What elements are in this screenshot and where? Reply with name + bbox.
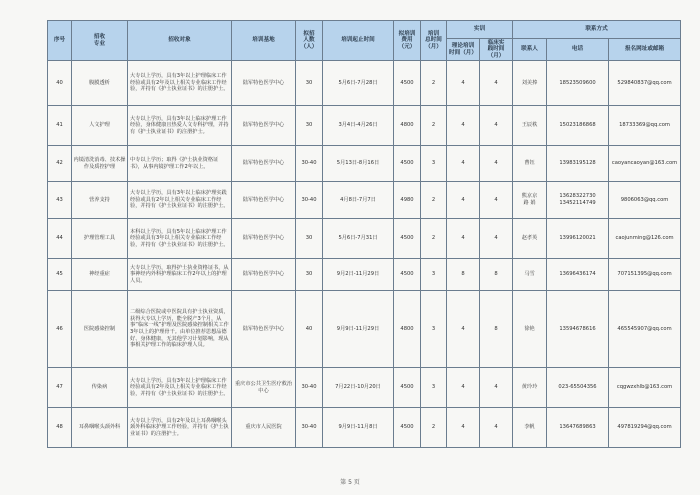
row-months: 3 [421,291,447,368]
row-theory-months: 4 [447,61,480,106]
header-no: 序号 [48,21,72,61]
table-row [48,182,681,219]
training-table [47,20,681,448]
row-requirement: 大专以上学历，取得护士执业资格证书，从事神经内外科护理临床工作2年以上的护理人员。 [128,259,232,291]
row-contact-person: 李帆 [513,408,547,448]
row-no: 44 [48,219,72,259]
row-months: 2 [421,106,447,146]
row-period: 9月9日-11月29日 [323,291,394,368]
row-months: 2 [421,219,447,259]
row-months: 3 [421,259,447,291]
row-quota: 30-40 [296,368,323,408]
row-base: 重庆市公共卫生医疗救治中心 [232,368,296,408]
row-contact-person: 熊京京 路 娟 [513,182,547,219]
row-major: 营养支持 [72,182,128,219]
row-base: 陆军特色医学中心 [232,219,296,259]
row-quota: 30-40 [296,408,323,448]
row-theory-months: 4 [447,106,480,146]
row-phone: 18523509600 [547,61,609,106]
row-base: 陆军特色医学中心 [232,61,296,106]
row-no: 48 [48,408,72,448]
row-email: 497819294@qq.com [609,408,681,448]
row-major: 传染病 [72,368,128,408]
row-quota: 30-40 [296,182,323,219]
row-fee: 4800 [394,291,421,368]
row-fee: 4500 [394,219,421,259]
row-clinical-months: 4 [480,219,513,259]
row-contact-person: 刘美捧 [513,61,547,106]
table-row [48,106,681,146]
row-months: 2 [421,61,447,106]
row-quota: 30 [296,106,323,146]
row-contact-person: 曹钰 [513,146,547,182]
row-no: 42 [48,146,72,182]
row-period: 4月8日-7月7日 [323,182,394,219]
row-clinical-months: 4 [480,106,513,146]
row-clinical-months: 4 [480,146,513,182]
header-clinical-months: 临床实 践时间 （月） [480,39,513,61]
row-fee: 4500 [394,259,421,291]
row-requirement: 二级综合医院或中医院具有护士执业资质，获得大专以上学历，能全脱产3个月，从事“临床一线”护理及医院感染控制相关工作3年以上的护理骨干。由单位推荐思想品德好、身体健康，无其他学习计划影响，现从事相关护理工作的临床护理人员。 [128,291,232,368]
row-fee: 4980 [394,182,421,219]
header-phone: 电话 [547,39,609,61]
row-email: caojunming@126.com [609,219,681,259]
row-phone: 13983195128 [547,146,609,182]
row-email: cqgwzxhlb@163.com [609,368,681,408]
row-quota: 30-40 [296,146,323,182]
row-requirement: 大专以上学历，具有3年以上护理临床工作经验或具有2年及以上相关专业临床工作经验，并持有《护士执业证书》的注册护士。 [128,61,232,106]
header-practice: 实训 [447,21,513,39]
row-base: 陆军特色医学中心 [232,146,296,182]
row-theory-months: 4 [447,182,480,219]
row-major: 腹膜透析 [72,61,128,106]
row-email: 9806063@qq.com [609,182,681,219]
row-fee: 4800 [394,106,421,146]
row-period: 3月4日-4月26日 [323,106,394,146]
row-email: caoyancaoyan@163.com [609,146,681,182]
row-major: 护理管理工具 [72,219,128,259]
row-period: 9月2日-11月29日 [323,259,394,291]
row-clinical-months: 4 [480,182,513,219]
row-requirement: 大专以上学历，具有3年以上护理临床工作经验或具有2年及以上相关专业临床工作经验，并持有《护士执业证书》的注册护士。 [128,368,232,408]
row-base: 陆军特色医学中心 [232,182,296,219]
row-quota: 30 [296,219,323,259]
row-theory-months: 8 [447,259,480,291]
row-theory-months: 4 [447,291,480,368]
row-quota: 30 [296,61,323,106]
row-period: 5月6日-7月31日 [323,219,394,259]
row-email: 18733369@qq.com [609,106,681,146]
header-requirement: 招收对象 [128,21,232,61]
row-no: 46 [48,291,72,368]
header-contact: 联系方式 [513,21,681,39]
row-clinical-months: 8 [480,259,513,291]
row-clinical-months: 4 [480,368,513,408]
row-fee: 4500 [394,408,421,448]
row-theory-months: 4 [447,368,480,408]
header-email: 报名网址或邮箱 [609,39,681,61]
row-months: 3 [421,368,447,408]
header-quota: 拟招 人数 （人） [296,21,323,61]
row-requirement: 中专以上学历；取得《护士执业资格证书》，从事内镜护理工作2年以上。 [128,146,232,182]
row-theory-months: 4 [447,146,480,182]
row-base: 陆军特色医学中心 [232,259,296,291]
row-email: 707151395@qq.com [609,259,681,291]
row-contact-person: 王辰秩 [513,106,547,146]
row-no: 43 [48,182,72,219]
row-major: 人文护理 [72,106,128,146]
row-months: 2 [421,408,447,448]
row-period: 5月13日-8月16日 [323,146,394,182]
row-theory-months: 4 [447,408,480,448]
row-quota: 30 [296,259,323,291]
row-contact-person: 黄玲玲 [513,368,547,408]
header-contact-person: 联系人 [513,39,547,61]
row-fee: 4500 [394,61,421,106]
row-clinical-months: 4 [480,61,513,106]
row-major: 神经重症 [72,259,128,291]
page-number: 第 5 页 [340,479,360,486]
row-base: 陆军特色医学中心 [232,291,296,368]
row-base: 重庆市人民医院 [232,408,296,448]
header-period: 培训起止时间 [323,21,394,61]
table-row [48,146,681,182]
row-phone: 13996120021 [547,219,609,259]
row-email: 465545907@qq.com [609,291,681,368]
row-fee: 4500 [394,146,421,182]
row-phone: 13628322730 13452114749 [547,182,609,219]
row-no: 45 [48,259,72,291]
table-row [48,408,681,448]
row-requirement: 本科以上学历，具有5年以上临床护理工作经验或具有3年以上相关专业临床工作经验，并持有《护士执业证书》的注册护士。 [128,219,232,259]
row-phone: 13594678616 [547,291,609,368]
header-fee: 拟培训 费用 （元） [394,21,421,61]
row-phone: 13696436174 [547,259,609,291]
row-contact-person: 徐艳 [513,291,547,368]
row-phone: 023-65504356 [547,368,609,408]
table-row [48,368,681,408]
row-requirement: 大专以上学历，具有2年及以上耳鼻咽喉头颈外科临床护理工作经验，并持有《护士执业证书》的注册护士。 [128,408,232,448]
row-requirement: 大专以上学历，具有3年以上临床护理实践经验或具有2年以上相关专业临床工作经验，并持有《护士执业证书》的注册护士。 [128,182,232,219]
row-period: 5月6日-7月28日 [323,61,394,106]
row-base: 陆军特色医学中心 [232,106,296,146]
header-major: 招收 专业 [72,21,128,61]
table-row [48,259,681,291]
row-period: 9月9日-11月8日 [323,408,394,448]
row-quota: 40 [296,291,323,368]
row-contact-person: 马雪 [513,259,547,291]
row-clinical-months: 8 [480,291,513,368]
row-major: 耳鼻咽喉头颈外科 [72,408,128,448]
header-months: 培训 总时间 （月） [421,21,447,61]
row-clinical-months: 4 [480,408,513,448]
row-email: 529840837@qq.com [609,61,681,106]
row-requirement: 大专以上学历，具有3年以上临床护理工作经验，身体健康且热爱人文专科护理，并持有《护士执业证书》的注册护士。 [128,106,232,146]
header-base: 培训基地 [232,21,296,61]
row-fee: 4500 [394,368,421,408]
table-row [48,61,681,106]
row-phone: 13647689863 [547,408,609,448]
table-row [48,291,681,368]
row-no: 41 [48,106,72,146]
row-major: 医院感染控制 [72,291,128,368]
row-major: 内镜清洗消毒、技术操作及质控护理 [72,146,128,182]
row-months: 2 [421,182,447,219]
row-months: 3 [421,146,447,182]
row-theory-months: 4 [447,219,480,259]
row-period: 7月22日-10月20日 [323,368,394,408]
row-no: 47 [48,368,72,408]
row-no: 40 [48,61,72,106]
table-row [48,219,681,259]
header-theory-months: 理论培训 时间（月） [447,39,480,61]
row-phone: 15023186868 [547,106,609,146]
row-contact-person: 赵孝英 [513,219,547,259]
